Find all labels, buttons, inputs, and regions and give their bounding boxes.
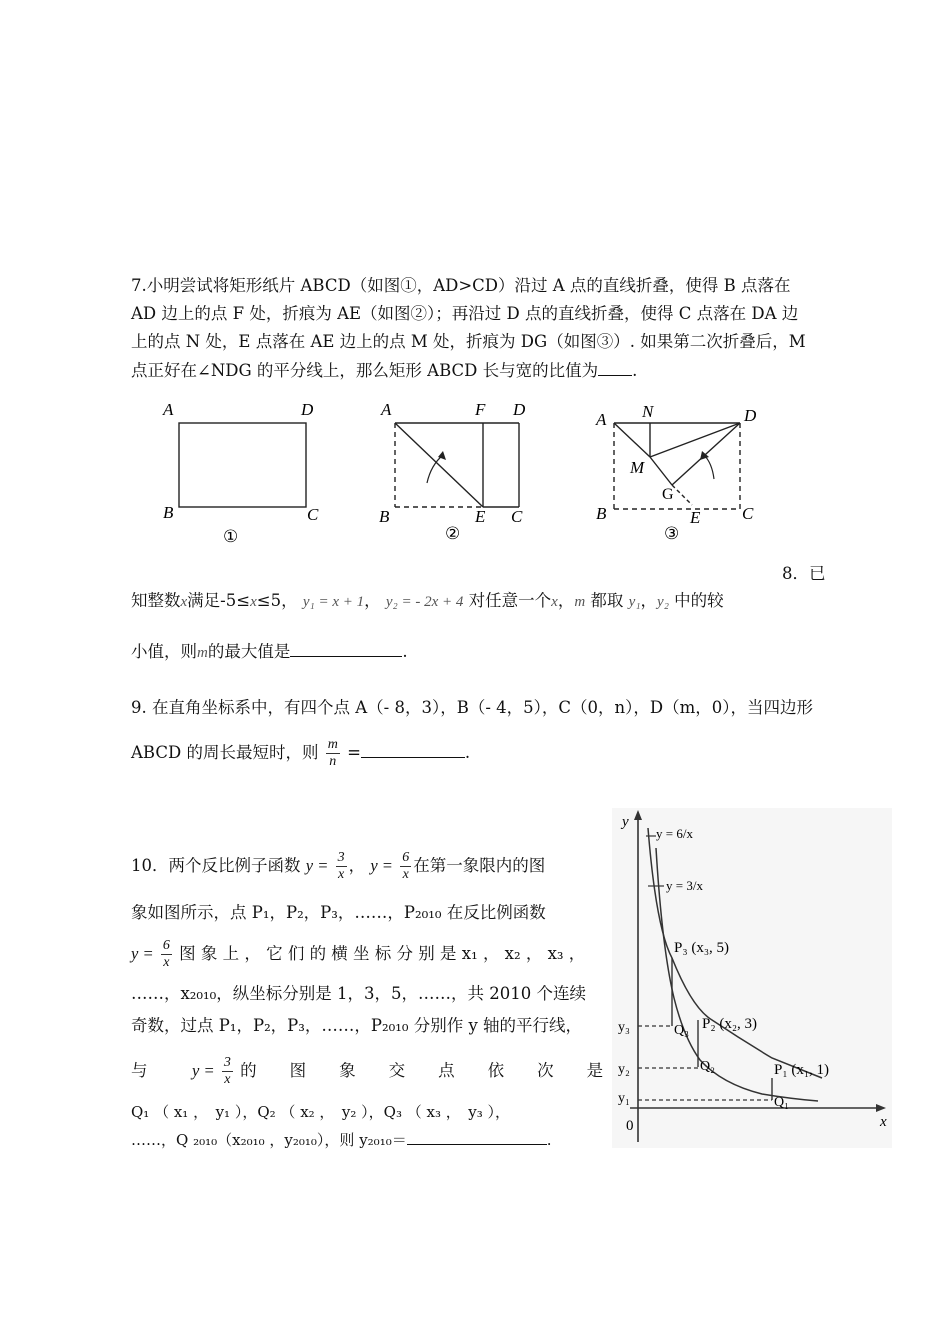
label-b: B: [596, 504, 607, 523]
q8-line-1: 知整数x满足-5≤x≤5， y₁ = x + 1， y₂ = - 2x + 4 对任意一个x，m 都取 y₁，y₂ 中的较: [131, 591, 724, 610]
q10-line-2: 象如图所示，点 P₁，P₂，P₃，……，P₂₀₁₀ 在反比例函数: [131, 903, 546, 922]
curve-6-label: y = 6/x: [656, 826, 693, 841]
q7-figure-2: [375, 395, 545, 550]
figure-caption: ①: [223, 527, 239, 546]
y2-tick: y₂: [618, 1062, 630, 1077]
label-a: A: [381, 400, 392, 419]
q10-line-4: ……，x₂₀₁₀，纵坐标分别是 1，3，5，……，共 2010 个连续: [131, 984, 586, 1003]
q10-line-3: y = $\frac{6}{x}$ 图 象 上 ， 它 们 的 横 坐 标 分 别 是 x₁ ， x₂ ， x₃ ，: [131, 938, 586, 970]
p2-label: P₂ (x₂, 3): [702, 1016, 758, 1032]
three-over-x-fraction: $\frac{3}{x}$: [223, 1055, 231, 1087]
q1-label: Q₁: [774, 1095, 789, 1110]
q3-label: Q₃: [674, 1023, 689, 1038]
q9-line-2: ABCD 的周长最短时，则 $\frac{m}{n}$ = .: [131, 737, 471, 769]
label-d: D: [301, 400, 314, 419]
label-e: E: [690, 508, 701, 527]
q10-line-5: 奇数，过点 P₁，P₂，P₃，……，P₂₀₁₀ 分别作 y 轴的平行线，: [131, 1016, 583, 1035]
fold-line-ae: [395, 423, 483, 507]
q7-figure-1: [155, 395, 345, 550]
six-over-x-fraction: $\frac{6}{x}$: [162, 938, 170, 970]
label-f: F: [475, 400, 486, 419]
label-c: C: [742, 504, 754, 523]
q10-line-6: 与 y = $\frac{3}{x}$ 的 图 象 交 点 依 次 是: [131, 1055, 604, 1087]
label-e: E: [475, 507, 486, 526]
q7-figure-3: [590, 395, 770, 550]
q7-line-2: AD 边上的点 F 处，折痕为 AE（如图②）；再沿过 D 点的直线折叠，使得 C 点落在 DA 边: [131, 304, 799, 323]
label-a: A: [163, 400, 174, 419]
x-axis-label: x: [880, 1114, 887, 1130]
three-over-x-fraction: $\frac{3}{x}$: [337, 850, 345, 882]
label-d: D: [744, 406, 757, 425]
q7-line-4: 点正好在∠NDG 的平分线上，那么矩形 ABCD 长与宽的比值为 .: [131, 361, 638, 380]
p1-label: P₁ (x₁, 1): [774, 1062, 830, 1078]
fold-arrow-icon: [427, 455, 443, 483]
q9-answer-blank: [361, 741, 465, 758]
q8-line-2: 小值，则m的最大值是 .: [131, 642, 408, 661]
origin-label: 0: [626, 1118, 634, 1134]
y2-formula: y₂ = - 2x + 4: [385, 594, 464, 610]
q2-label: Q₂: [700, 1059, 715, 1074]
fold-arrow-icon: [704, 455, 714, 479]
label-c: C: [307, 505, 319, 524]
y1-tick: y₁: [618, 1091, 630, 1106]
m-over-n-fraction: $\frac{m}{n}$: [327, 737, 338, 769]
y3-tick: y₃: [618, 1020, 630, 1035]
label-a: A: [596, 410, 607, 429]
label-d: D: [513, 400, 526, 419]
six-over-x-fraction: $\frac{6}{x}$: [402, 850, 410, 882]
p3-label: P₃ (x₃, 5): [674, 940, 730, 956]
q10-answer-blank: [407, 1128, 547, 1145]
q8-number: 8．已: [782, 564, 826, 583]
q9-line-1: 9. 在直角坐标系中，有四个点 A（- 8，3），B（- 4，5），C（0，n），D（m，0），当四边形: [131, 698, 814, 717]
q7-line-1: 7.小明尝试将矩形纸片 ABCD（如图①，AD>CD）沿过 A 点的直线折叠，使得 B 点落在: [131, 276, 791, 295]
label-b: B: [379, 507, 390, 526]
q10-graph: [612, 808, 892, 1148]
label-m: M: [630, 458, 645, 477]
q7-question-text: 点正好在∠NDG 的平分线上，那么矩形 ABCD 长与宽的比值为: [131, 361, 599, 380]
label-c: C: [511, 507, 523, 526]
label-g: G: [662, 486, 674, 503]
curve-3-label: y = 3/x: [666, 878, 703, 893]
q8-answer-blank: [290, 640, 402, 657]
label-b: B: [163, 503, 174, 522]
figure-caption: ③: [664, 524, 680, 543]
q7-answer-blank: [598, 359, 632, 376]
q10-line-1: 10．两个反比例子函数 y = $\frac{3}{x}$ ， y = $\frac{6}{x}$ 在第一象限内的图: [131, 850, 546, 882]
figure-caption: ②: [445, 524, 461, 543]
y-axis-label: y: [622, 814, 629, 830]
q10-line-7: Q₁ （ x₁ ， y₁ ），Q₂ （ x₂ ， y₂ ），Q₃ （ x₃ ， y₃ ），: [131, 1103, 511, 1121]
y1-formula: y₁ = x + 1: [302, 594, 365, 610]
label-n: N: [642, 402, 654, 421]
q7-line-3: 上的点 N 处，E 点落在 AE 边上的点 M 处，折痕为 DG（如图③）. 如果第二次折叠后，M: [131, 332, 806, 351]
rectangle-abcd: [179, 423, 306, 507]
q10-line-8: ……，Q ₂₀₁₀（x₂₀₁₀ ，y₂₀₁₀），则 y₂₀₁₀＝ .: [131, 1128, 552, 1151]
